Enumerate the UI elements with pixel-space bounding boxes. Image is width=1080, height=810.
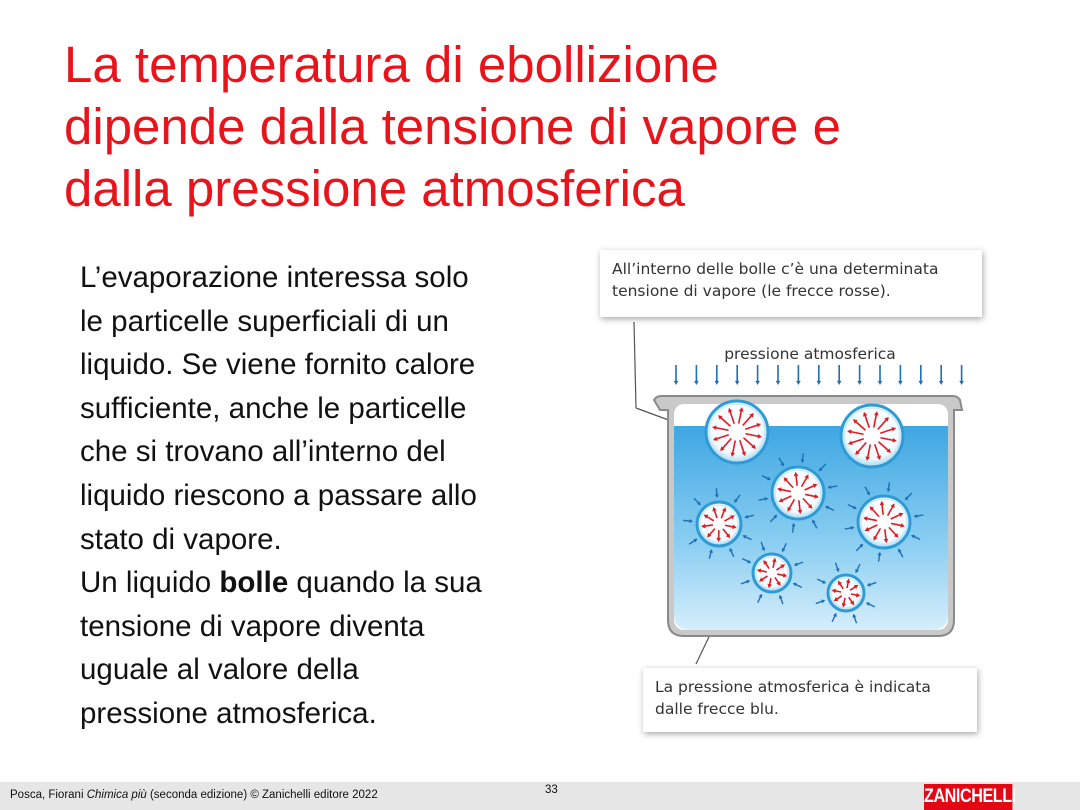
- pressure-arrow: [817, 365, 822, 385]
- page-number: 33: [545, 784, 558, 796]
- body-text-segment: Un liquido: [80, 566, 220, 600]
- credit-text: Posca, Fiorani: [10, 789, 87, 801]
- callout-line: tensione di vapore (le frecce rosse).: [612, 282, 891, 300]
- callout-line: All’interno delle bolle c’è una determinata: [612, 260, 939, 278]
- pressure-label: pressione atmosferica: [724, 345, 896, 363]
- body-line: sufficiente, anche le particelle: [80, 391, 467, 425]
- zanichelli-logo: ZANICHELLI: [924, 784, 1012, 810]
- body-line-bolle: [80, 561, 580, 605]
- body-line: pressione atmosferica.: [80, 696, 377, 730]
- body-line: liquido. Se viene fornito calore: [80, 348, 476, 382]
- pressure-arrow: [857, 365, 862, 385]
- pressure-arrow: [898, 365, 903, 385]
- bubble-outline: [753, 554, 791, 592]
- body-line: L’evaporazione interessa solo: [80, 261, 469, 294]
- body-line: uguale al valore della: [80, 653, 359, 687]
- book-title: Chimica più: [86, 789, 147, 801]
- callout-atmospheric-pressure: [643, 668, 977, 732]
- pressure-arrow: [694, 365, 699, 385]
- title-line: dalla pressione atmosferica: [64, 160, 685, 217]
- body-text-segment: quando la sua: [288, 566, 482, 600]
- pressure-arrow: [837, 365, 842, 385]
- pressure-arrow: [735, 365, 740, 385]
- pressure-arrow: [715, 365, 720, 385]
- vapor-bubble: [706, 401, 768, 463]
- body-paragraph: [80, 256, 580, 736]
- bolle-bold-term: bolle: [219, 566, 289, 600]
- callout-line: dalle frecce blu.: [655, 700, 779, 718]
- bubble-outline: [841, 405, 903, 467]
- callout-line: La pressione atmosferica è indicata: [655, 678, 931, 696]
- pressure-arrow: [959, 365, 964, 385]
- pressure-arrow: [796, 365, 801, 385]
- bubble-outline: [828, 575, 864, 611]
- body-line: liquido riescono a passare allo: [80, 478, 477, 512]
- slide-title: [64, 34, 1054, 220]
- body-line: che si trovano all’interno del: [80, 435, 446, 469]
- pressure-arrow: [755, 365, 760, 385]
- vapor-bubble: [841, 405, 903, 467]
- pressure-arrow: [776, 365, 781, 385]
- footer-credit: [10, 789, 378, 801]
- body-line: stato di vapore.: [80, 522, 282, 556]
- credit-text: (seconda edizione) © Zanichelli editore 2022: [146, 789, 378, 801]
- footer-bar: [0, 782, 1080, 810]
- pressure-arrow: [878, 365, 883, 385]
- body-line: tensione di vapore diventa: [80, 609, 425, 643]
- title-line: dipende dalla tensione di vapore e: [64, 98, 841, 155]
- bubble-outline: [706, 401, 768, 463]
- bubble-outline: [772, 467, 824, 519]
- callout-vapor-pressure: [600, 250, 982, 317]
- title-line: La temperatura di ebollizione: [64, 36, 719, 93]
- body-line: le particelle superficiali di un: [80, 304, 449, 338]
- top-leader-line: [634, 322, 636, 408]
- bubble-outline: [858, 496, 910, 548]
- pressure-arrow: [939, 365, 944, 385]
- atmospheric-pressure-arrows: [674, 365, 964, 385]
- pressure-arrow: [674, 365, 679, 385]
- pressure-arrow: [919, 365, 924, 385]
